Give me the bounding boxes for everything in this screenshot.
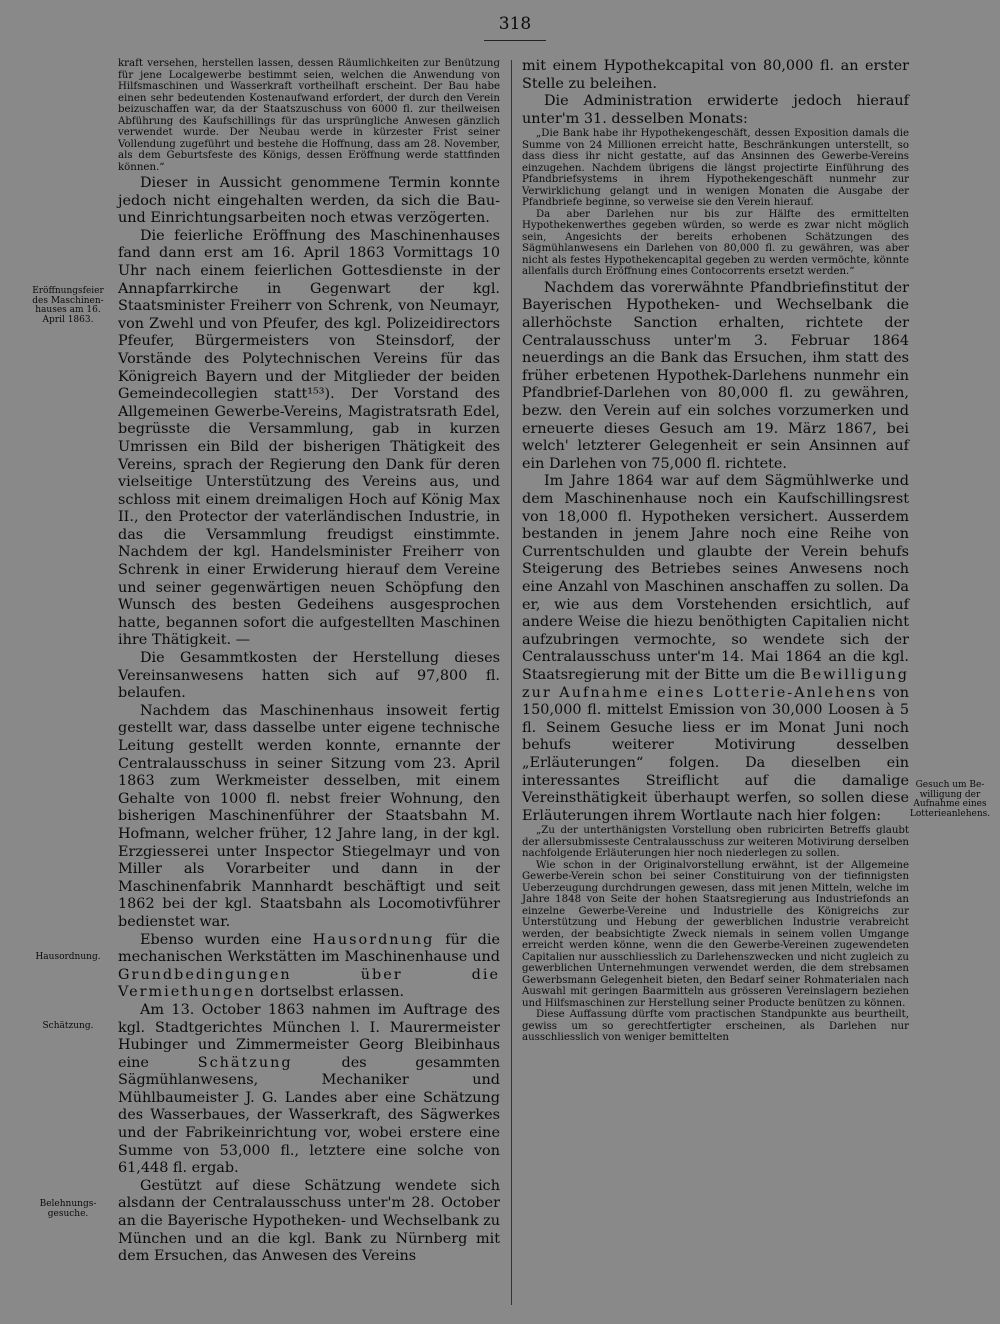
paragraph-gestuetzt: Gestützt auf diese Schätzung wendete sich alsdann der Centralausschuss unter'm 28. October an die Bayerische Hypotheken- und Wechselbank zu München und an die kgl. Bank zu Nürnberg mit dem Ersuchen, das Anwesen des Vereins	[118, 1177, 500, 1265]
paragraph-termin: Dieser in Aussicht genommene Termin konnte jedoch nicht eingehalten werden, da sich die Bau- und Einrichtungsarbeiten noch etwas verzögerten.	[118, 175, 500, 227]
paragraph-werkmeister: Nachdem das Maschinenhaus insoweit fertig gestellt war, dass dasselbe unter eigene technische Leitung gestellt werden konnte, ernannte der Centralausschuss in seiner Sitzung vom 23. April 1863 zum Werkmeister desselben, mit einem Gehalte von 1000 fl. nebst freier Wohnung, den bisherigen Maschinenführer der Staatsbahn M. Hofmann, welcher früher, 12 Jahre lang, in der kgl. Erzgiesserei unter Inspector Stiegelmayr und von Miller als Vorarbeiter und dann in der Maschinenfabrik Mannhardt beschäftigt und seit 1862 bei der kgl. Staatsbahn als Locomotivführer bedienstet war.	[118, 702, 500, 930]
paragraph-schaetzung	[118, 1002, 500, 1178]
quote-paragraph: Wie schon in der Originalvorstellung erwähnt, ist der Allgemeine Gewerbe-Verein schon bei seiner Constituirung von der tiefinnigsten Ueberzeugung durchdrungen gewesen, dass mit jenen Mitteln, welche im Jahre 1848 von Seite der hohen Staatsregierung aus Industriefonds an einzelne Gewerbe-Vereine und Industrielle des Königreichs zur Unterstützung und Hebung der gewerblichen Industrie verabreicht werden, der beabsichtigte Zweck niemals in seinem vollen Umgange erreicht werden könne, wenn die den Gewerbe-Vereinen zugewendeten Capitalien nur ausschliesslich zu Darlehenszwecken und nicht zugleich zu gewerblichen Unternehmungen verwendet werden, die dem strebsamen Gewerbsmann Gelegenheit bieten, den Bedarf seiner Rohmaterialen nach Auswahl mit geringen Baarmitteln aus grösseren Vereinslagern beziehen und Hilfsmaschinen zur Herstellung seiner Producte benützen zu können.	[522, 859, 909, 1009]
text-run: dortselbst erlassen.	[255, 984, 405, 1001]
spaced-term: Grundbedingungen über die Vermiethungen	[118, 966, 500, 1001]
column-divider	[511, 60, 512, 1305]
paragraph-hausordnung	[118, 932, 500, 1002]
text-run: Im Jahre 1864 war auf dem Sägmühlwerke und dem Maschinenhause noch ein Kaufschillingsrest von 18,000 fl. Hypotheken versichert. Ausserdem bestanden in jenem Jahre noch eine Reihe von Currentschulden und glaubte der Verein behufs Steigerung des Betriebes seines Anwesens noch eine Anzahl von Maschinen anschaffen zu sollen. Da er, wie aus dem Vorstehenden ersichtlich, auf andere Weise die hiezu benöthigten Capitalien nicht aufzubringen vermochte, so wendete sich der Centralausschuss unter'm 14. Mai 1864 an die kgl. Staatsregierung mit der Bitte um die	[522, 473, 909, 683]
margin-note-schaetzung: Schätzung.	[42, 1021, 94, 1031]
margin-note-eroeffnung: Eröffnungsfeier des Maschinen-hauses am 16. April 1863.	[32, 286, 104, 325]
quote-block	[118, 58, 500, 173]
quote-paragraph: Diese Auffassung dürfte vom practischen Standpunkte aus beurtheilt, gewiss um so gerechtfertigter erscheinen, als Darlehen nur ausschliesslich von weniger bemittelten	[522, 1009, 909, 1044]
paragraph-eroeffnung: Die feierliche Eröffnung des Maschinenhauses fand dann erst am 16. April 1863 Vormittags 10 Uhr nach einem feierlichen Gottesdienste in der Annapfarrkirche in Gegenwart der kgl. Staatsminister Freiherr von Schrenk, von Neumayr, von Zwehl und von Pfeufer, des kgl. Polizeidirectors Pfeufer, Bürgermeisters von Steinsdorf, der Vorstände des Polytechnischen Vereins für das Königreich Bayern und der Mitglieder der beiden Gemeindecollegien statt¹⁵³). Der Vorstand des Allgemeinen Gewerbe-Vereins, Magistratsrath Edel, begrüsste die Versammlung, gab in kurzen Umrissen ein Bild der bisherigen Thätigkeit des Vereins, sprach der Regierung den Dank für deren vielseitige Unterstützung des Vereins aus, und schloss mit einem dreimaligen Hoch auf König Max II., den Protector der vaterländischen Industrie, in das die Versammlung freudigst einstimmte. Nachdem der kgl. Handelsminister Freiherr von Schrenk in einer Erwiderung hierauf dem Vereine und seiner gegenwärtigen neuen Schöpfung den Wunsch des besten Gedeihens ausgesprochen hatte, begannen sofort die aufgestellten Maschinen ihre Thätigkeit. —	[118, 227, 500, 649]
text-run: des gesammten Sägmühlanwesens, Mechaniker und Mühlbaumeister J. G. Landes aber eine Schätzung des Wasserbaues, der Wasserkraft, des Sägwerkes und der Fabrikeinrichtung vor, wobei erstere eine Summe von 53,000 fl., letztere eine solche von 61,448 fl. ergab.	[118, 1054, 500, 1177]
quote-paragraph: „Die Bank habe ihr Hypothekengeschäft, dessen Exposition damals die Summe von 24 Millionen erreicht hatte, Beschränkungen unterstellt, so dass diess ihr nicht gestatte, auf das Ansinnen des Gewerbe-Vereins einzugehen. Nachdem übrigens die längst projectirte Einführung des Pfandbriefsystems in ihrem Hypothekengeschäft nunmehr zur Verwirklichung gelangt und in wenigen Monaten die Ausgabe der Pfandbriefe beginne, so verweise sie den Verein hierauf.	[522, 128, 909, 209]
page-number-rule	[484, 40, 546, 41]
quote-paragraph: Da aber Darlehen nur bis zur Hälfte des ermittelten Hypothekenwerthes gegeben würden, so werde es zwar nicht möglich sein, Angesichts der bereits erhobenen Schätzungen des Sägmühlanwesens ein Darlehen von 80,000 fl. zu gewähren, was aber nicht als festes Hypothekencapital gegeben zu werden vermöchte, könnte allenfalls durch Eröffnung eines Contocorrents ersetzt werden.“	[522, 208, 909, 278]
right-column	[522, 58, 909, 1046]
body-text	[118, 175, 500, 1266]
paragraph-1864	[522, 473, 909, 825]
quote-block-erlaeuterungen	[522, 825, 909, 1044]
quote-paragraph: „Zu der unterthänigsten Vorstellung oben rubricirten Betreffs glaubt der allersubmisseste Centralausschuss zur weiteren Motivirung derselben nachfolgende Erläuterungen hier noch niederlegen zu sollen.	[522, 825, 909, 860]
paragraph-hypothek: mit einem Hypothekcapital von 80,000 fl. an erster Stelle zu beleihen.	[522, 58, 909, 92]
text-run: von 150,000 fl. mittelst Emission von 30,000 Loosen à 5 fl. Seinem Gesuche liess er im Monat Juni noch behufs weiterer Motivirung desselben „Erläuterungen“ folgen. Da dieselben ein interessantes Streiflicht auf die damalige Vereinsthätigkeit überhaupt werfen, so sollen diese Erläuterungen ihrem Wortlaute nach hier folgen:	[522, 684, 910, 824]
paragraph-administration: Die Administration erwiderte jedoch hierauf unter'm 31. desselben Monats:	[522, 93, 909, 127]
body-text	[522, 58, 909, 128]
page-number: 318	[498, 14, 532, 34]
spaced-term: Bewilligung zur Aufnahme eines Lotterie-Anlehens	[522, 666, 909, 701]
quote-paragraph: kraft versehen, herstellen lassen, dessen Räumlichkeiten zur Benützung für jene Localgewerbe bestimmt seien, welchen die Anwendung von Hilfsmaschinen und Wasserkraft vortheilhaft erscheint. Der Bau habe einen sehr bedeutenden Kostenaufwand erfordert, der durch den Verein beizuschaffen war, da der Staatszuschuss von 6000 fl. zur theilweisen Abführung des Kaufschillings für das ursprüngliche Anwesen gänzlich verwendet wurde. Der Neubau werde in kürzester Frist seiner Vollendung zugeführt und bestehe die Hoffnung, dass am 28. November, als dem Geburtsfeste des Königs, dessen Eröffnung werde stattfinden können.“	[118, 58, 500, 173]
quote-block-bank	[522, 128, 909, 278]
margin-note-lotterie: Gesuch um Be-willigung der Aufnahme eines Lotterieanlehens.	[909, 780, 991, 819]
left-column	[118, 58, 500, 1266]
paragraph-pfandbrief: Nachdem das vorerwähnte Pfandbriefinstitut der Bayerischen Hypotheken- und Wechselbank die allerhöchste Sanction erhalten, richtete der Centralausschuss unter'm 3. Februar 1864 neuerdings an die Bank das Ersuchen, ihm statt des früher erbetenen Hypothek-Darlehens nunmehr ein Pfandbrief-Darlehen von 80,000 fl. zu gewähren, bezw. den Verein auf ein solches vorzumerken und erneuerte dieses Gesuch am 19. März 1867, bei welch' letzterer Gelegenheit er sein Ansinnen auf ein Darlehen von 75,000 fl. richtete.	[522, 279, 909, 472]
text-run: für die mechanischen Werkstätten im Maschinenhause und	[118, 931, 501, 966]
margin-note-hausordnung: Hausordnung.	[35, 952, 101, 962]
paragraph-kosten: Die Gesammtkosten der Herstellung dieses Vereinsanwesens hatten sich auf 97,800 fl. belaufen.	[118, 650, 500, 702]
spaced-term: Schätzung	[197, 1054, 293, 1071]
spaced-term: Hausordnung	[312, 931, 435, 948]
text-run: Am 13. October 1863 nahmen im Auftrage des kgl. Stadtgerichtes München l. I. Maurermeister Hubinger und Zimmermeister Georg Bleibinhaus eine	[118, 1001, 500, 1071]
text-run: Ebenso wurden eine	[140, 931, 313, 948]
margin-note-belehnung: Belehnungs-gesuche.	[39, 1199, 97, 1219]
body-text	[522, 280, 909, 825]
